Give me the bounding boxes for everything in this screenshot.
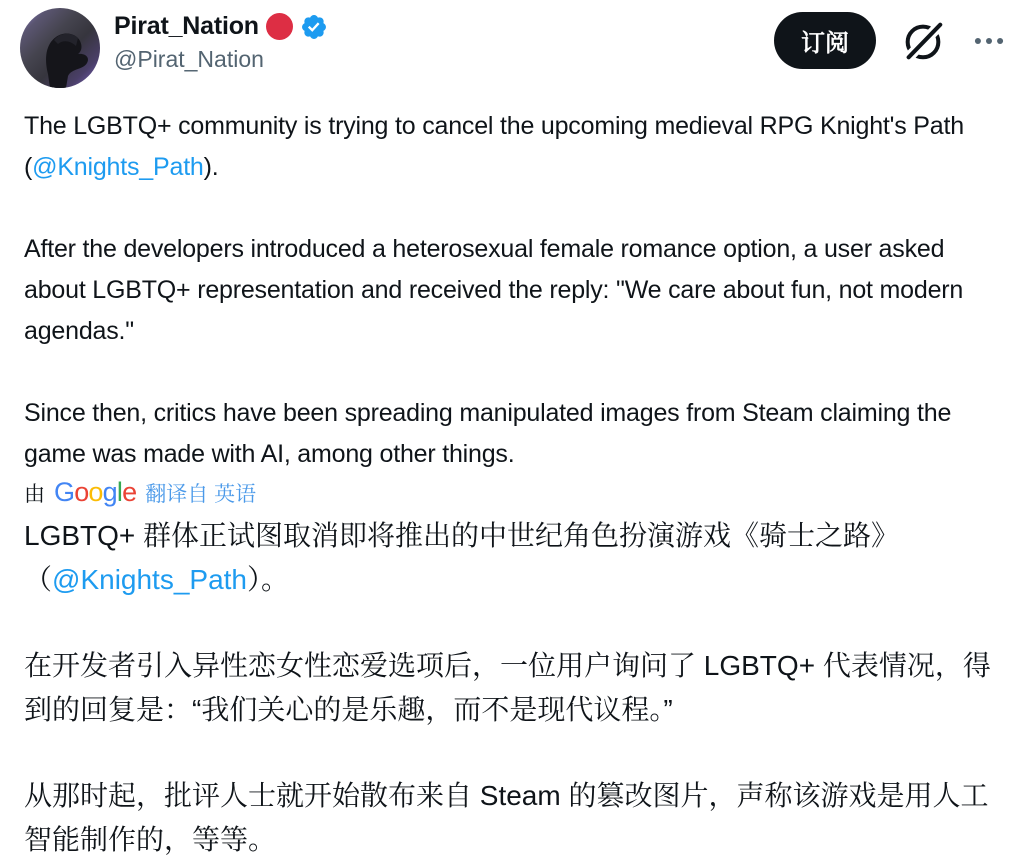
mention-link-knights-path[interactable]: @Knights_Path xyxy=(32,153,204,181)
tweet-text: LGBTQ+ 群体正试图取消即将推出的中世纪角色扮演游戏《骑士之路》（ xyxy=(24,520,900,595)
grok-icon xyxy=(900,18,946,64)
google-letter: o xyxy=(74,477,89,507)
tweet-paragraph-en-1 xyxy=(24,106,1000,188)
tweet-paragraph-zh-3: 从那时起，批评人士就开始散布来自 Steam 的篡改图片，声称该游戏是用人工智能制作的，等等。 xyxy=(24,780,989,855)
tweet-paragraph-en-3: Since then, critics have been spreading manipulated images from Steam claiming the game was made with AI, among other things. xyxy=(24,399,952,468)
user-identity xyxy=(114,8,774,73)
display-name[interactable]: Pirat_Nation xyxy=(114,12,259,40)
tweet-paragraph-zh-2: 在开发者引入异性恋女性恋爱选项后，一位用户询问了 LGBTQ+ 代表情况，得到的回复是：“我们关心的是乐趣，而不是现代议程。” xyxy=(24,650,991,725)
tweet-paragraph-zh-1 xyxy=(24,514,1000,602)
tweet-body xyxy=(0,88,1024,856)
more-button[interactable] xyxy=(970,22,1008,60)
avatar-silhouette xyxy=(20,8,100,88)
tweet-text: ）。 xyxy=(247,564,290,595)
tweet-header xyxy=(0,0,1024,88)
mention-link-knights-path[interactable]: @Knights_Path xyxy=(52,564,248,595)
google-letter: l xyxy=(116,477,123,507)
google-letter: e xyxy=(122,477,137,507)
translate-prefix: 由 xyxy=(24,482,45,506)
header-actions xyxy=(774,8,1008,69)
translate-label: 翻译自 英语 xyxy=(145,482,257,506)
user-handle[interactable]: @Pirat_Nation xyxy=(114,46,264,72)
google-letter: g xyxy=(102,477,117,507)
subscribe-button[interactable]: 订阅 xyxy=(774,12,876,69)
verified-badge-icon xyxy=(300,13,328,41)
google-logo xyxy=(54,477,136,508)
translate-attribution[interactable] xyxy=(24,477,1000,508)
tweet-text: ). xyxy=(203,153,219,181)
grok-button[interactable] xyxy=(900,18,946,64)
red-circle-emoji xyxy=(266,13,293,40)
display-name-row xyxy=(114,12,774,41)
tweet-paragraph-en-2: After the developers introduced a heterosexual female romance option, a user asked about LGBTQ+ representation and received the reply: "We care about fun, not modern agendas." xyxy=(24,235,964,345)
google-letter: o xyxy=(88,477,103,507)
more-icon xyxy=(970,22,1008,60)
avatar[interactable] xyxy=(20,8,100,88)
google-letter: G xyxy=(54,477,75,507)
tweet-text: The LGBTQ+ community is trying to cancel the upcoming medieval RPG Knight's Path ( xyxy=(24,112,964,181)
